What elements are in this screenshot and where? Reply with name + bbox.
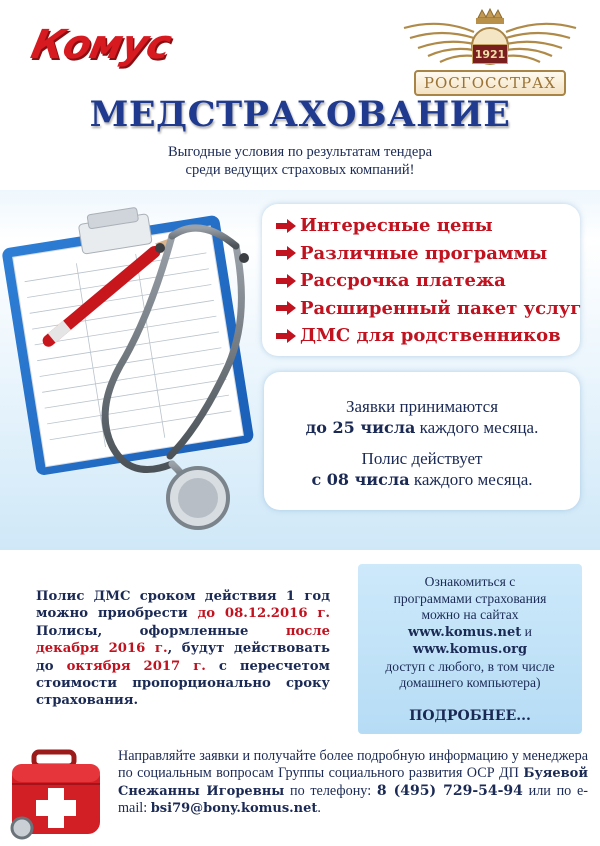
more-link[interactable]: ПОДРОБНЕЕ... — [409, 707, 531, 724]
benefit-label: ДМС для родственников — [300, 325, 561, 347]
info-line: программами страхования — [393, 590, 547, 606]
applications-label: Заявки принимаются — [345, 397, 499, 416]
arrow-right-icon — [276, 219, 296, 233]
contact-text-3: или по e-mail: — [118, 782, 588, 817]
info-line: доступ с любого, в том числе — [385, 658, 555, 674]
rgs-logo-year: 1921 — [472, 44, 508, 64]
komus-logo — [27, 16, 202, 78]
contact-paragraph — [118, 748, 588, 818]
policy-text-1: Полис ДМС сроком действия 1 год можно приобрести — [36, 589, 330, 622]
info-line: можно на сайтах — [421, 607, 519, 622]
deadline-rest: каждого месяца. — [415, 418, 539, 437]
info-sites-line-2 — [358, 641, 582, 659]
dates-box — [264, 372, 580, 510]
info-box — [358, 564, 582, 734]
policy-valid-label: Полис действует — [361, 449, 483, 468]
contact-text-1: Направляйте заявки и получайте более подробную информацию у менеджера по социальным вопросам Группы социального развития ОСР ДП — [118, 748, 588, 781]
info-line: домашнего компьютера) — [399, 675, 541, 690]
rgs-logo-text: РОСГОССТРАХ — [414, 70, 566, 96]
policy-text-4: с пересчетом стоимости пропорционально сроку страхования. — [36, 658, 330, 709]
benefit-item — [276, 212, 580, 240]
benefit-item — [276, 240, 580, 268]
subtitle-line-1: Выгодные условия по результатам тендера — [167, 144, 433, 160]
benefit-item — [276, 267, 580, 295]
contact-text-2: по телефону: — [284, 782, 377, 799]
info-line: Ознакомиться с — [424, 574, 516, 589]
manager-name: Буяевой Снежанны Игоревны — [118, 765, 588, 799]
subtitle-line-2: среди ведущих страховых компаний! — [185, 162, 415, 178]
benefit-label: Различные программы — [300, 242, 548, 264]
komus-logo-text: Комус — [27, 22, 175, 68]
arrow-right-icon — [276, 274, 296, 288]
contact-text-4: . — [317, 800, 321, 817]
subtitle — [100, 143, 500, 179]
policy-date-after: после декабря 2016 г. — [36, 623, 330, 657]
benefit-item — [276, 322, 580, 350]
start-rest: каждого месяца. — [409, 470, 533, 489]
rosgosstrakh-logo — [400, 8, 580, 104]
policy-paragraph — [36, 588, 330, 710]
policy-date-until: октября 2017 г. — [66, 658, 206, 674]
deadline-bold: до 25 числа — [305, 418, 416, 437]
komus-net-link[interactable]: www.komus.net — [408, 624, 522, 640]
clipboard-stethoscope-illustration — [0, 196, 270, 536]
benefit-label: Интересные цены — [300, 215, 493, 237]
info-sites-line — [358, 624, 582, 642]
arrow-right-icon — [276, 301, 296, 315]
arrow-right-icon — [276, 329, 296, 343]
benefits-box — [262, 204, 580, 356]
policy-text-2: Полисы, оформленные — [36, 623, 286, 639]
policy-valid-start — [264, 469, 580, 490]
email-address[interactable]: bsi79@bony.komus.net — [150, 801, 318, 817]
info-and: и — [521, 623, 532, 639]
policy-date-purchase: до 08.12.2016 г. — [197, 606, 330, 622]
page-title: МЕДСТРАХОВАНИЕ — [89, 94, 511, 135]
first-aid-kit-icon — [4, 744, 108, 842]
arrow-right-icon — [276, 246, 296, 260]
benefit-item — [276, 295, 580, 323]
policy-text-3: , будут действовать до — [36, 641, 330, 674]
benefit-label: Расширенный пакет услуг — [300, 297, 582, 319]
komus-org-link[interactable]: www.komus.org — [412, 642, 528, 657]
eagle-wings-icon — [400, 8, 580, 78]
phone-number: 8 (495) 729-54-94 — [376, 782, 523, 799]
start-bold: с 08 числа — [311, 470, 410, 489]
benefit-label: Рассрочка платежа — [300, 270, 506, 292]
applications-deadline — [264, 417, 580, 438]
